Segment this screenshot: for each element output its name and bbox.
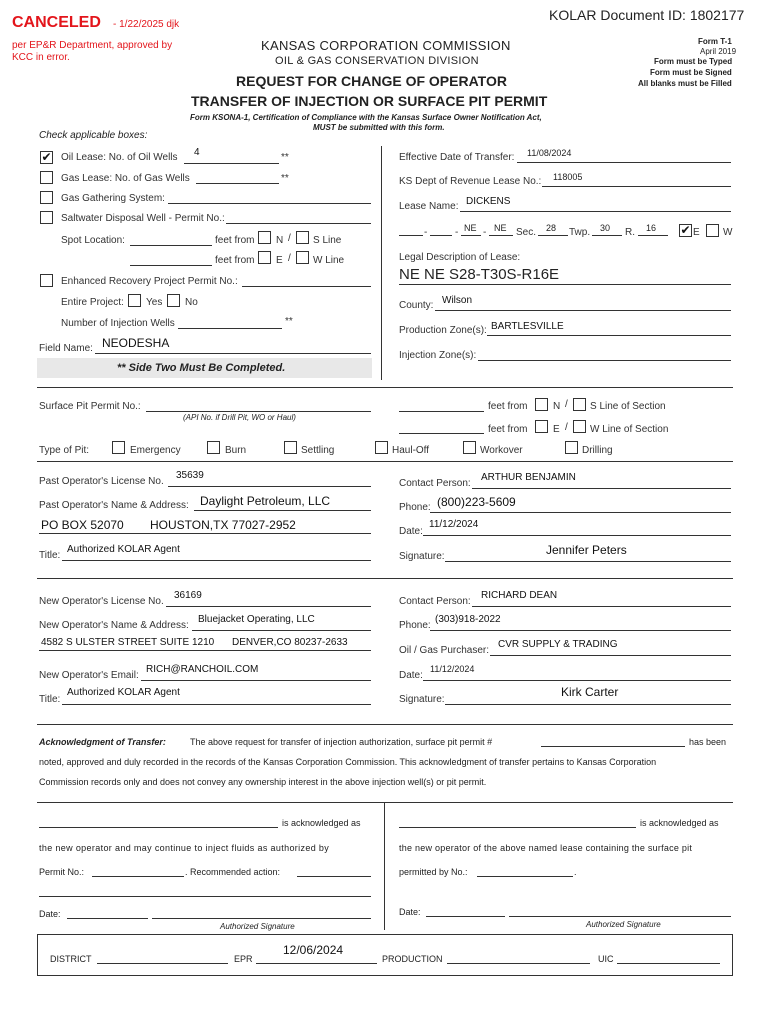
new-title-line [62,704,371,705]
new-date-value[interactable]: 11/12/2024 [430,664,475,674]
check-applicable-label: Check applicable boxes: [39,130,148,141]
spot-feet-from-ns: feet from [215,235,255,246]
saltwater-label: Saltwater Disposal Well - Permit No.: [61,213,225,224]
pit-haul-off-label: Haul-Off [392,445,430,456]
pit-emergency-label: Emergency [130,445,181,456]
pit-s-line-label: S Line of Section [590,401,666,412]
new-signature-value[interactable]: Kirk Carter [561,685,619,699]
dash-3: - [483,227,487,238]
pit-e-checkbox[interactable] [535,420,548,433]
pit-n-checkbox[interactable] [535,398,548,411]
ack-left-name-line[interactable] [39,827,278,828]
range-label: R. [625,227,635,238]
footer-district-label: DISTRICT [50,954,92,964]
ack-column-divider [384,802,385,930]
quarter-line-2 [430,235,452,236]
legal-description-value[interactable]: NE NE S28-T30S-R16E [399,266,560,283]
spot-feet-from-ew: feet from [215,255,255,266]
pit-w-line-label: W Line of Section [590,424,669,435]
new-address-city[interactable]: DENVER,CO 80237-2633 [232,637,348,648]
section-divider-4 [37,724,733,725]
past-contact-line [472,488,731,489]
ack-permit-line[interactable] [541,746,685,747]
spot-s-checkbox[interactable] [296,231,309,244]
quarter-line-4 [489,235,513,236]
past-contact-value[interactable]: ARTHUR BENJAMIN [481,472,576,483]
agency-name: KANSAS CORPORATION COMMISSION [261,38,511,53]
past-contact-label: Contact Person: [399,478,471,489]
past-signature-value[interactable]: Jennifer Peters [546,543,627,557]
production-zone-line [487,335,731,336]
footer-district-line[interactable] [97,963,228,964]
past-title-value[interactable]: Authorized KOLAR Agent [67,544,180,555]
county-label: County: [399,300,434,311]
gas-gathering-line[interactable] [168,203,371,204]
ack-line-1: The above request for transfer of injection authorization, surface pit permit # [190,737,493,747]
entire-project-no-checkbox[interactable] [167,294,180,307]
new-date-label: Date: [399,670,423,681]
ack-recommended-line-2[interactable] [39,896,371,897]
purchaser-label: Oil / Gas Purchaser: [399,645,490,656]
footer-epr-line [256,963,377,964]
spot-n-checkbox[interactable] [258,231,271,244]
form-title-1: REQUEST FOR CHANGE OF OPERATOR [236,73,507,89]
api-note: (API No. if Drill Pit, WO or Haul) [183,413,296,422]
form-date: April 2019 [700,47,737,56]
enhanced-recovery-label: Enhanced Recovery Project Permit No.: [61,276,238,287]
spot-e-checkbox[interactable] [258,251,271,264]
entire-project-no-label: No [185,297,198,308]
section-divider-1 [37,387,733,388]
ack-right-date-line[interactable] [426,916,505,917]
ack-left-date-label: Date: [39,909,61,919]
pit-settling-label: Settling [301,445,335,456]
past-address-line [39,533,371,534]
spot-e-label: E [276,255,283,266]
past-date-line [423,535,731,536]
range-e-label: E [693,227,700,238]
purchaser-line [490,655,731,656]
ack-left-is-acknowledged: is acknowledged as [282,818,361,828]
new-address-street[interactable]: 4582 S ULSTER STREET SUITE 1210 [41,637,215,648]
pit-settling-checkbox[interactable] [284,441,297,454]
ack-has-been: has been [689,737,727,747]
effective-date-line [517,162,731,163]
section-divider-5 [37,802,733,803]
ack-permit-no-label: Permit No.: [39,867,85,877]
entire-project-label: Entire Project: [61,297,124,308]
ack-heading: Acknowledgment of Transfer: [39,737,166,747]
period: . [574,867,577,877]
purchaser-value[interactable]: CVR SUPPLY & TRADING [498,639,618,650]
new-license-value[interactable]: 36169 [174,590,202,601]
oil-wells-asterisk: ** [281,152,289,163]
ack-recommended-label: . Recommended action: [185,867,281,877]
oil-wells-value[interactable]: 4 [194,147,200,158]
ack-recommended-line[interactable] [297,876,371,877]
past-signature-line [445,561,731,562]
injection-zone-label: Injection Zone(s): [399,350,477,361]
past-title-line [62,560,371,561]
quarter-q1[interactable]: NE [464,223,477,233]
spot-n-label: N [276,235,284,246]
ack-permitted-by-line[interactable] [477,876,573,877]
quarter-line-3 [461,235,481,236]
county-value[interactable]: Wilson [442,295,473,306]
footer-epr-date[interactable]: 12/06/2024 [283,943,344,957]
legal-description-line [399,284,731,285]
past-phone-label: Phone: [399,502,431,513]
spot-w-line-label: W Line [313,255,345,266]
revenue-lease-value[interactable]: 118005 [553,172,583,182]
footer-production-label: PRODUCTION [382,954,443,964]
range-value[interactable]: 16 [646,223,657,233]
field-name-line [95,353,371,354]
past-name-line [194,510,371,511]
revenue-lease-label: KS Dept of Revenue Lease No.: [399,176,542,187]
division-name: OIL & GAS CONSERVATION DIVISION [275,55,479,67]
pit-e-label: E [553,424,560,435]
saltwater-permit-line[interactable] [226,223,371,224]
past-name-value[interactable]: Daylight Petroleum, LLC [200,494,331,508]
form-subtitle-1: Form KSONA-1, Certification of Compliance with the Kansas Surface Owner Notification Act, [190,113,542,122]
section-divider-2 [37,461,733,462]
ack-permitted-by-label: permitted by No.: [399,867,468,877]
footer-uic-label: UIC [598,954,614,964]
oil-wells-line [184,163,279,164]
slash-3: / [565,399,568,410]
quarter-q2[interactable]: NE [494,223,507,233]
new-address-line [39,650,371,651]
past-license-value[interactable]: 35639 [176,470,204,481]
pit-ns-feet-line[interactable] [399,411,484,412]
past-date-value[interactable]: 11/12/2024 [429,519,479,530]
new-license-line [166,606,371,607]
form-number: Form T-1 [698,37,732,46]
pit-s-checkbox[interactable] [573,398,586,411]
past-address-city[interactable]: HOUSTON,TX 77027-2952 [150,518,296,532]
past-name-label: Past Operator's Name & Address: [39,500,189,511]
new-contact-value[interactable]: RICHARD DEAN [481,590,558,601]
field-name-label: Field Name: [39,343,93,354]
surface-pit-label: Surface Pit Permit No.: [39,401,141,412]
new-phone-value[interactable]: (303)918-2022 [435,614,501,625]
pit-burn-checkbox[interactable] [207,441,220,454]
county-line [435,310,731,311]
spot-s-line-label: S Line [313,235,342,246]
new-contact-line [472,606,731,607]
surface-pit-line[interactable] [146,411,371,412]
range-w-checkbox[interactable] [706,224,719,237]
sec-label: Sec. [516,227,537,238]
past-date-label: Date: [399,526,423,537]
ack-right-date-label: Date: [399,907,421,917]
gas-lease-checkbox[interactable] [40,171,53,184]
new-email-value[interactable]: RICH@RANCHOIL.COM [146,664,259,675]
pit-workover-checkbox[interactable] [463,441,476,454]
new-phone-line [430,630,731,631]
gas-gathering-label: Gas Gathering System: [61,193,165,204]
new-phone-label: Phone: [399,620,431,631]
form-title-2: TRANSFER OF INJECTION OR SURFACE PIT PERMIT [191,93,548,109]
past-title-label: Title: [39,550,61,561]
cancel-note-1: per EP&R Department, approved by [12,40,173,51]
num-injection-wells-line[interactable] [178,328,282,329]
num-injection-wells-label: Number of Injection Wells [61,318,175,329]
past-phone-line [430,512,731,513]
kolar-document-id: KOLAR Document ID: 1802177 [549,7,745,23]
new-date-line [423,680,731,681]
enhanced-permit-line[interactable] [242,286,371,287]
past-address-street[interactable]: PO BOX 52070 [41,518,124,532]
pit-haul-off-checkbox[interactable] [375,441,388,454]
new-contact-label: Contact Person: [399,596,471,607]
slash-4: / [565,422,568,433]
production-zone-value[interactable]: BARTLESVILLE [491,321,564,332]
slash-2: / [288,253,291,264]
field-name-value[interactable]: NEODESHA [102,336,170,350]
range-line [638,235,668,236]
twp-label: Twp. [569,227,591,238]
new-title-label: Title: [39,694,61,705]
new-email-line [141,680,371,681]
new-email-label: New Operator's Email: [39,670,139,681]
ack-left-text: the new operator and may continue to inject fluids as authorized by [39,843,330,853]
lease-name-label: Lease Name: [399,201,459,212]
range-w-label: W [723,227,733,238]
spot-ew-feet-line[interactable] [130,265,212,266]
pit-drilling-checkbox[interactable] [565,441,578,454]
entire-project-yes-checkbox[interactable] [128,294,141,307]
type-of-pit-label: Type of Pit: [39,445,90,456]
new-name-label: New Operator's Name & Address: [39,620,189,631]
past-signature-label: Signature: [399,551,445,562]
ack-line-3: Commission records only and does not convey any ownership interest in the above injection well(s) or pit permit. [39,777,487,787]
pit-burn-label: Burn [225,445,247,456]
pit-ew-feet-line[interactable] [399,433,484,434]
lease-name-line [460,211,731,212]
section-divider-3 [37,578,733,579]
range-e-checkbox[interactable]: ✔ [680,223,691,237]
column-divider [381,146,382,380]
lease-name-value[interactable]: DICKENS [466,196,511,207]
ack-left-date-line[interactable] [67,918,148,919]
ack-left-auth-signature: Authorized Signature [220,922,295,931]
side-two-note: ** Side Two Must Be Completed. [117,362,286,374]
cancel-note-2: KCC in error. [12,52,70,63]
pit-feet-from-ew: feet from [488,424,528,435]
sec-value[interactable]: 28 [546,223,557,233]
oil-lease-label: Oil Lease: No. of Oil Wells [61,152,178,163]
gas-wells-asterisk: ** [281,173,289,184]
twp-value[interactable]: 30 [600,223,611,233]
revenue-lease-line [542,186,731,187]
ack-permit-no-line[interactable] [92,876,184,877]
footer-epr-label: EPR [234,954,253,964]
past-license-label: Past Operator's License No. [39,476,164,487]
footer-uic-line[interactable] [617,963,720,964]
pit-drilling-label: Drilling [582,445,613,456]
enhanced-recovery-checkbox[interactable] [40,274,53,287]
new-name-value[interactable]: Bluejacket Operating, LLC [198,614,315,625]
new-signature-label: Signature: [399,694,445,705]
pit-w-checkbox[interactable] [573,420,586,433]
canceled-date: - 1/22/2025 djk [113,19,180,30]
injection-zone-line[interactable] [478,360,731,361]
slash-1: / [288,233,291,244]
gas-lease-label: Gas Lease: No. of Gas Wells [61,173,190,184]
new-license-label: New Operator's License No. [39,596,164,607]
oil-lease-checkbox[interactable]: ✔ [41,150,52,164]
spot-w-checkbox[interactable] [296,251,309,264]
new-name-line [192,630,371,631]
pit-workover-label: Workover [480,445,523,456]
spot-ns-feet-line[interactable] [130,245,212,246]
dash-2: - [455,227,459,238]
entire-project-yes-label: Yes [146,297,163,308]
canceled-stamp: CANCELED [12,14,101,31]
ack-left-signature-line[interactable] [152,918,371,919]
past-license-line [168,486,371,487]
dash-1: - [424,227,428,238]
ack-right-text: the new operator of the above named lease containing the surface pit [399,843,693,853]
ack-right-name-line[interactable] [399,827,636,828]
effective-date-value[interactable]: 11/08/2024 [527,148,572,158]
saltwater-checkbox[interactable] [40,211,53,224]
production-zone-label: Production Zone(s): [399,325,487,336]
ack-line-2: noted, approved and duly recorded in the records of the Kansas Corporation Commission. This acknowledgment of transfer pertains to Kansas Corporation [39,757,657,767]
spot-location-label: Spot Location: [61,235,125,246]
quarter-line-1 [399,235,423,236]
ack-right-signature-line[interactable] [509,916,731,917]
gas-gathering-checkbox[interactable] [40,191,53,204]
sec-line [538,235,568,236]
pit-emergency-checkbox[interactable] [112,441,125,454]
past-phone-value[interactable]: (800)223-5609 [437,495,516,509]
gas-wells-line[interactable] [196,183,279,184]
injection-asterisk: ** [285,316,293,327]
pit-n-label: N [553,401,561,412]
footer-production-line[interactable] [447,963,590,964]
legal-description-label: Legal Description of Lease: [399,252,521,263]
pit-feet-from-ns: feet from [488,401,528,412]
new-title-value[interactable]: Authorized KOLAR Agent [67,687,180,698]
form-note-signed: Form must be Signed [650,68,732,77]
form-subtitle-2: MUST be submitted with this form. [313,123,445,132]
form-note-typed: Form must be Typed [654,57,733,66]
ack-right-auth-signature: Authorized Signature [586,920,661,929]
ack-right-is-acknowledged: is acknowledged as [640,818,719,828]
new-signature-line [445,704,731,705]
effective-date-label: Effective Date of Transfer: [399,152,515,163]
form-note-filled: All blanks must be Filled [638,79,732,88]
twp-line [592,235,622,236]
